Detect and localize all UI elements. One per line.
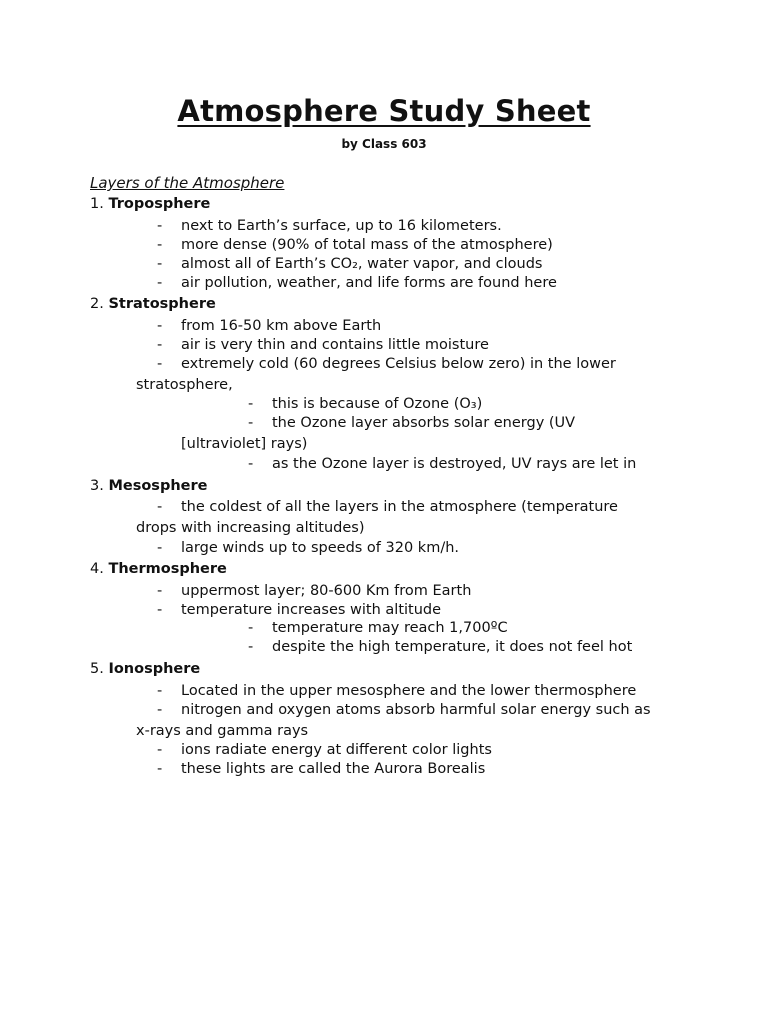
bullet-text: temperature may reach 1,700ºC: [272, 620, 508, 636]
bullet-text: almost all of Earth’s CO₂, water vapor, and clouds: [181, 256, 543, 272]
list-item: - Located in the upper mesosphere and the lower thermosphere: [157, 683, 637, 699]
byline: by Class 603: [341, 137, 427, 151]
list-item: - ions radiate energy at different color lights: [157, 742, 492, 758]
list-item: - almost all of Earth’s CO₂, water vapor, and clouds: [157, 256, 543, 272]
list-item-continuation: stratosphere,: [136, 377, 233, 393]
list-item-continuation: x-rays and gamma rays: [136, 723, 309, 739]
bullet-text: temperature increases with altitude: [181, 602, 442, 618]
layer-name: Thermosphere: [108, 561, 227, 577]
layer-heading-ionosphere: [90, 660, 200, 679]
list-item: - from 16-50 km above Earth: [157, 318, 382, 334]
bullet-text: from 16-50 km above Earth: [181, 318, 382, 334]
layer-name: Troposphere: [108, 196, 211, 212]
layer-number: 5.: [90, 661, 104, 677]
bullet-text: extremely cold (60 degrees Celsius below zero) in the lower: [181, 356, 616, 372]
bullet-text: ions radiate energy at different color lights: [181, 742, 492, 758]
bullet-text: next to Earth’s surface, up to 16 kilometers.: [181, 218, 502, 234]
list-item: - next to Earth’s surface, up to 16 kilometers.: [157, 218, 502, 234]
bullet-text: Located in the upper mesosphere and the lower thermosphere: [181, 683, 637, 699]
bullet-text: despite the high temperature, it does not feel hot: [272, 639, 633, 655]
bullet-text: as the Ozone layer is destroyed, UV rays are let in: [272, 456, 637, 472]
layer-heading-troposphere: [90, 195, 210, 214]
page-title: Atmosphere Study Sheet: [177, 94, 591, 128]
bullet-text: this is because of Ozone (O₃): [272, 396, 483, 412]
layer-heading-stratosphere: [90, 295, 216, 314]
list-item: - uppermost layer; 80-600 Km from Earth: [157, 583, 472, 599]
layer-number: 1.: [90, 196, 104, 212]
list-item-continuation: drops with increasing altitudes): [136, 520, 365, 536]
bullet-text: air is very thin and contains little moisture: [181, 337, 489, 353]
list-item: - air is very thin and contains little moisture: [157, 337, 489, 353]
section-heading: Layers of the Atmosphere: [90, 174, 285, 192]
sub-list-item: - the Ozone layer absorbs solar energy (UV: [248, 415, 576, 431]
layer-heading-mesosphere: [90, 477, 207, 496]
list-item: - air pollution, weather, and life forms are found here: [157, 275, 557, 291]
bullet-text: air pollution, weather, and life forms are found here: [181, 275, 557, 291]
layer-name: Mesosphere: [108, 478, 208, 494]
sub-list-item: - as the Ozone layer is destroyed, UV rays are let in: [248, 456, 637, 472]
list-item: - these lights are called the Aurora Borealis: [157, 761, 486, 777]
list-item: - the coldest of all the layers in the atmosphere (temperature: [157, 499, 618, 515]
layer-number: 3.: [90, 478, 104, 494]
layer-name: Ionosphere: [108, 661, 201, 677]
list-item: - temperature increases with altitude: [157, 602, 442, 618]
bullet-text: these lights are called the Aurora Borealis: [181, 761, 486, 777]
layer-name: Stratosphere: [108, 296, 216, 312]
list-item: - more dense (90% of total mass of the atmosphere): [157, 237, 553, 253]
sub-list-item: - temperature may reach 1,700ºC: [248, 620, 508, 636]
bullet-text: nitrogen and oxygen atoms absorb harmful solar energy such as: [181, 702, 651, 718]
layer-number: 2.: [90, 296, 104, 312]
layer-heading-thermosphere: [90, 560, 227, 579]
sub-list-item: - despite the high temperature, it does not feel hot: [248, 639, 633, 655]
list-item: - extremely cold (60 degrees Celsius below zero) in the lower: [157, 356, 616, 372]
bullet-text: uppermost layer; 80-600 Km from Earth: [181, 583, 472, 599]
list-item: - large winds up to speeds of 320 km/h.: [157, 540, 460, 556]
bullet-text: more dense (90% of total mass of the atmosphere): [181, 237, 553, 253]
list-item: - nitrogen and oxygen atoms absorb harmful solar energy such as: [157, 702, 651, 718]
sub-list-item-continuation: [ultraviolet] rays): [181, 436, 308, 452]
layer-number: 4.: [90, 561, 104, 577]
bullet-text: the Ozone layer absorbs solar energy (UV: [272, 415, 576, 431]
sub-list-item: - this is because of Ozone (O₃): [248, 396, 483, 412]
bullet-text: large winds up to speeds of 320 km/h.: [181, 540, 460, 556]
bullet-text: the coldest of all the layers in the atmosphere (temperature: [181, 499, 618, 515]
